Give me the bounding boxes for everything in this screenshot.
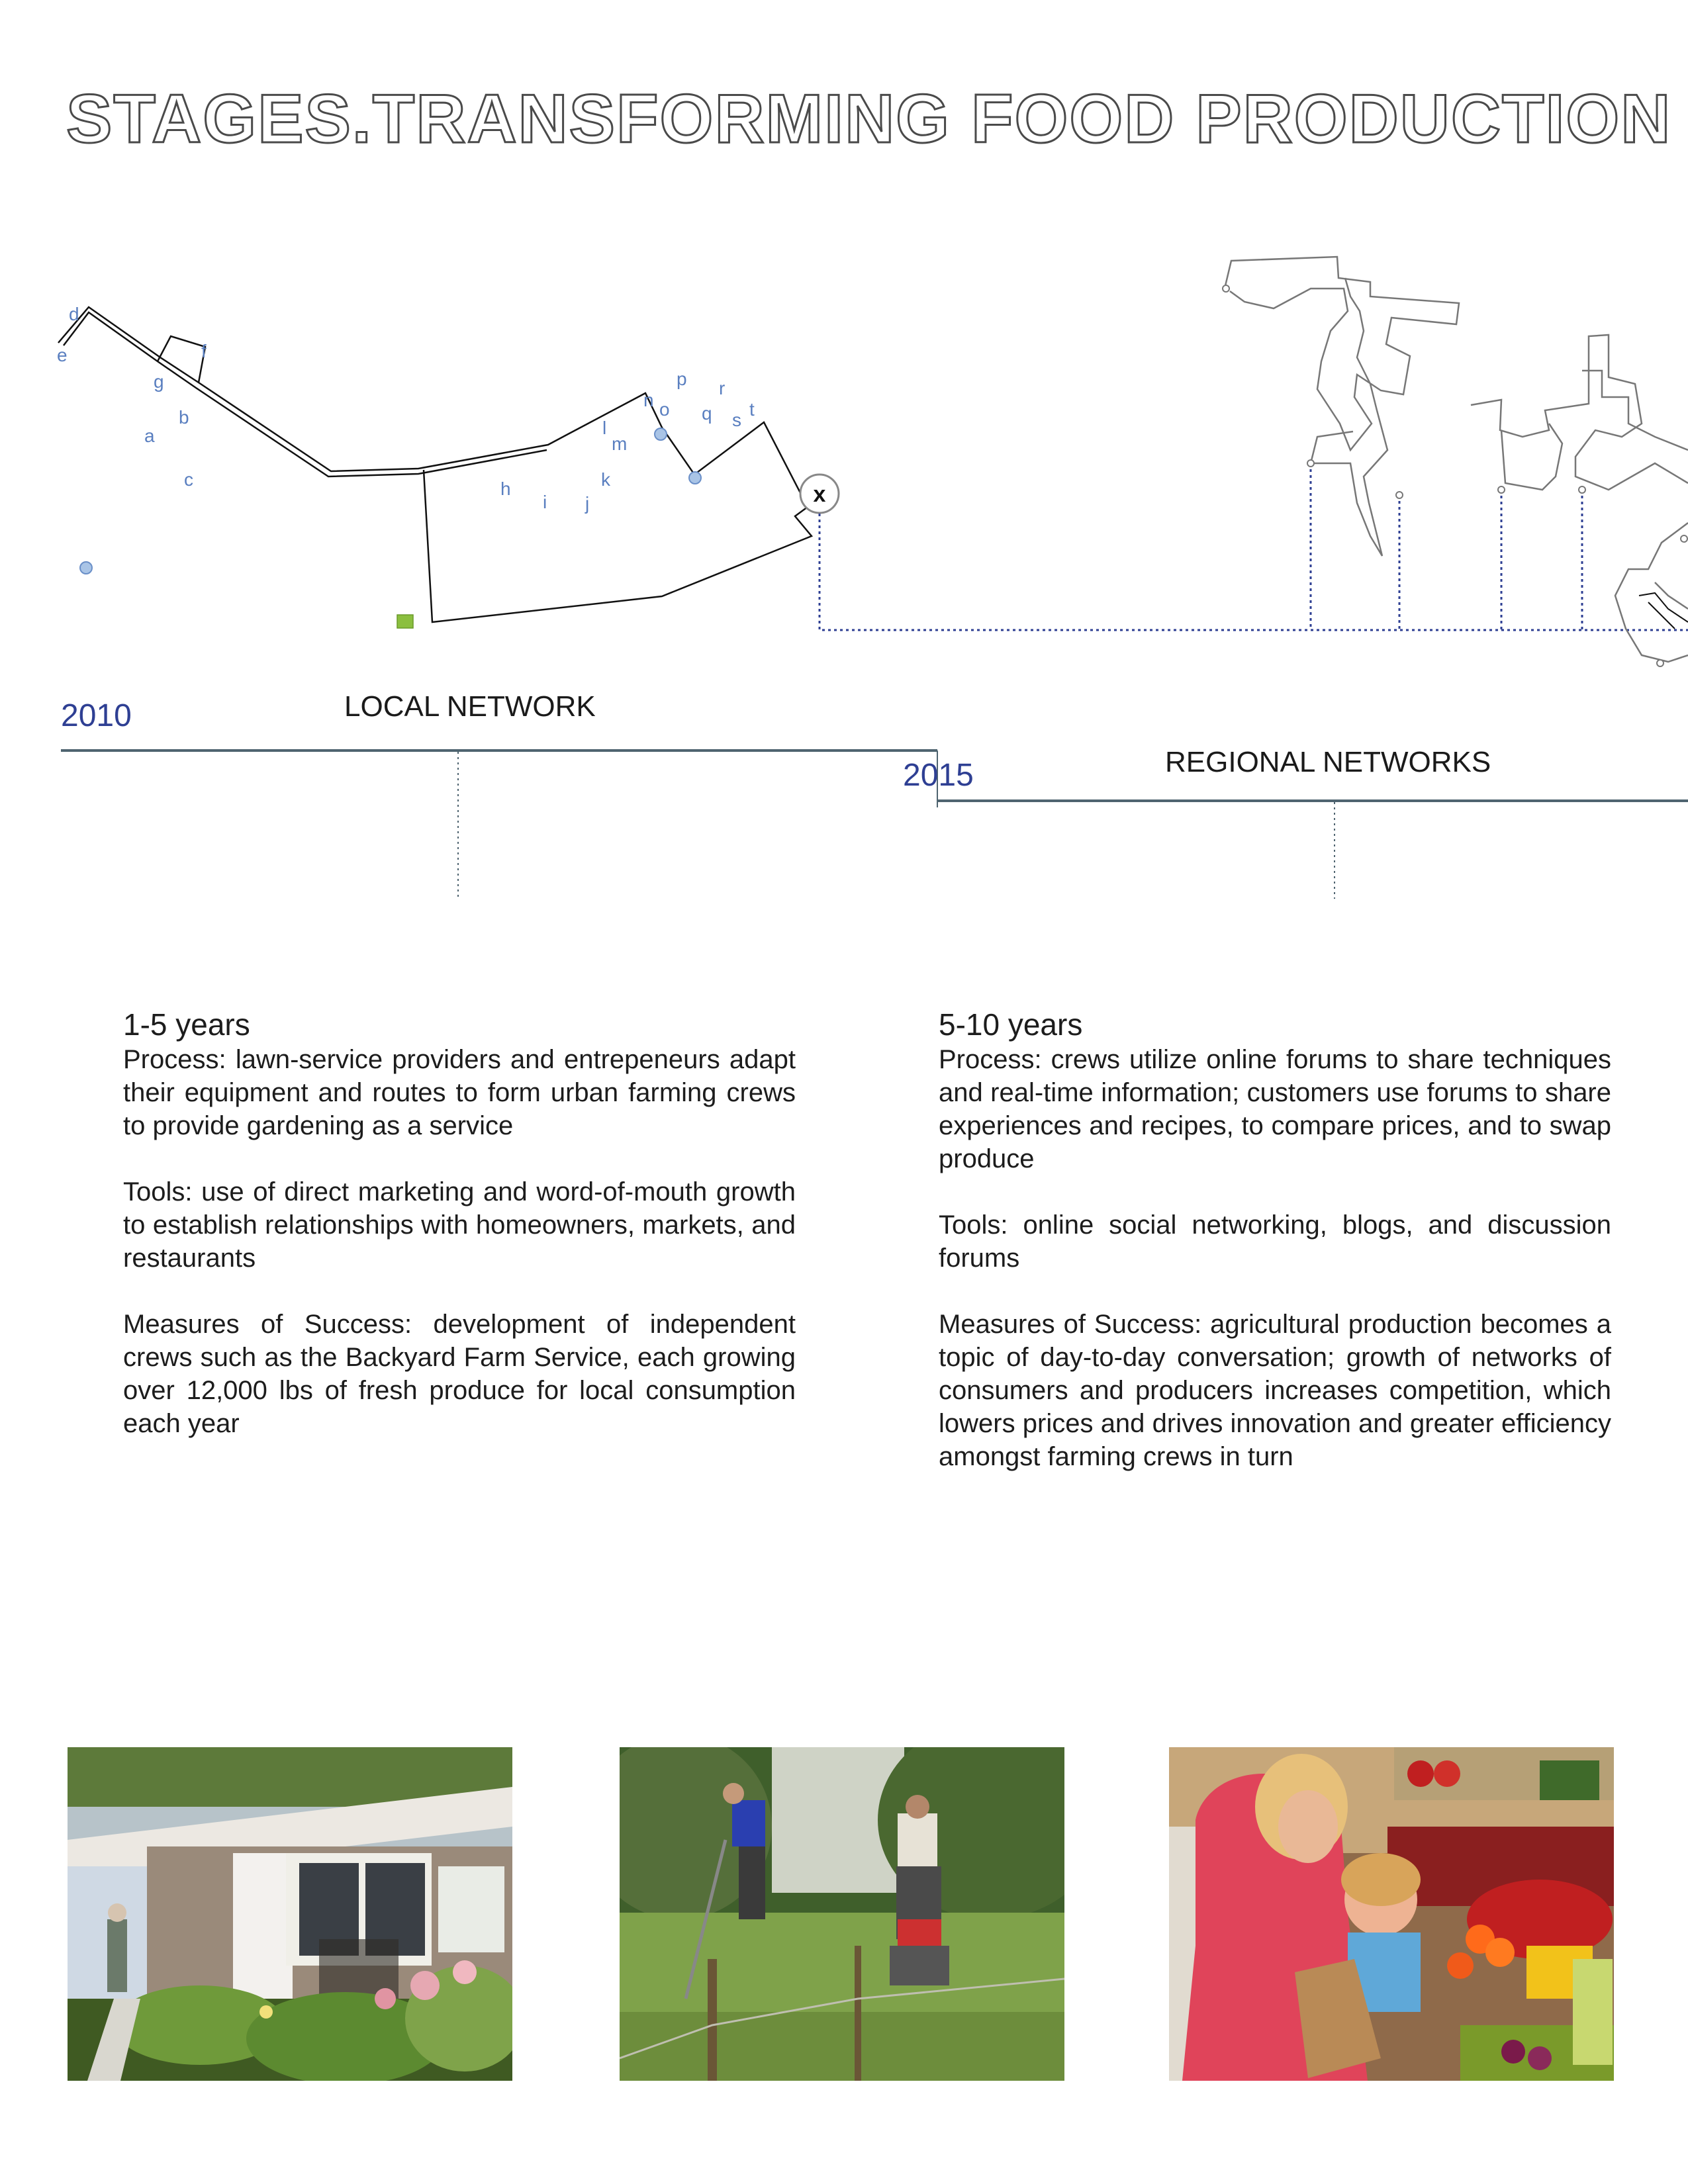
front-yard-garden-photo — [68, 1747, 512, 2081]
letter-j: j — [585, 493, 590, 514]
letter-g: g — [154, 371, 164, 392]
letter-h: h — [500, 478, 511, 499]
letter-n: n — [643, 390, 654, 410]
node — [1498, 486, 1505, 493]
node — [1681, 535, 1687, 542]
node — [655, 428, 667, 440]
local-network-route — [58, 307, 812, 622]
timeline-year-2015: 2015 — [903, 758, 974, 793]
timeline-label-regional-networks: REGIONAL NETWORKS — [1165, 746, 1491, 778]
letter-c: c — [184, 469, 193, 490]
letter-o: o — [659, 399, 670, 420]
route-endpoint — [800, 475, 839, 513]
stage2-measures: Measures of Success: agricultural production becomes a topic of day-to-day conversation; growth of networks of consumers and producers increases competition, which lowers prices and drives innovation and greater efficiency amongst farming crews in turn — [939, 1310, 1611, 1471]
regional-network-routes — [1225, 257, 1688, 662]
node — [80, 562, 92, 574]
stage2-process: Process: crews utilize online forums to share techniques and real-time information; customers use forums to share experiences and recipes, to compare prices, and to swap produce — [939, 1045, 1611, 1173]
stage1-measures: Measures of Success: development of independent crews such as the Backyard Farm Service, each growing over 12,000 lbs of fresh produce for local consumption each year — [123, 1310, 796, 1438]
letter-b: b — [179, 407, 189, 428]
letter-k: k — [601, 469, 610, 490]
letter-e: e — [57, 345, 68, 365]
letter-a: a — [144, 426, 155, 446]
letter-m: m — [612, 433, 628, 454]
timeline-year-2010: 2010 — [61, 698, 132, 733]
lawn-mowing-crew-photo — [620, 1747, 1064, 2081]
node-letters — [57, 304, 755, 514]
regional-connector — [820, 463, 1688, 630]
letter-d: d — [69, 304, 79, 324]
regional-network-nodes — [1223, 285, 1687, 666]
node — [1579, 486, 1585, 493]
stage1-heading: 1-5 years — [123, 1007, 250, 1042]
network-diagram — [0, 0, 1688, 927]
stage1-tools: Tools: use of direct marketing and word-of-mouth growth to establish relationships with homeowners, markets, and restaurants — [123, 1177, 796, 1273]
letter-f: f — [201, 341, 207, 361]
node — [1307, 460, 1314, 467]
page-title: STAGES.TRANSFORMING FOOD PRODUCTION — [66, 81, 1672, 158]
network-nodes — [80, 428, 701, 574]
regional-detail-black — [1639, 593, 1688, 629]
stage2-column — [939, 1006, 1611, 1473]
letter-s: s — [732, 410, 741, 430]
farmers-market-photo — [1169, 1747, 1614, 2081]
node — [1396, 492, 1403, 498]
node — [689, 472, 701, 484]
letter-q: q — [702, 403, 712, 424]
letter-t: t — [749, 399, 755, 420]
stage2-heading: 5-10 years — [939, 1007, 1083, 1042]
stage2-tools: Tools: online social networking, blogs, and discussion forums — [939, 1210, 1611, 1273]
stage1-process: Process: lawn-service providers and entrepeneurs adapt their equipment and routes to form urban farming crews to provide gardening as a service — [123, 1045, 796, 1140]
timeline-label-local-network: LOCAL NETWORK — [344, 690, 596, 723]
letter-p: p — [677, 369, 687, 389]
green-origin-square — [397, 615, 413, 628]
node — [1657, 660, 1664, 666]
letter-r: r — [719, 378, 726, 398]
letter-l: l — [602, 418, 607, 438]
letter-i: i — [543, 492, 547, 512]
stage1-column — [123, 1006, 796, 1440]
node — [1223, 285, 1229, 292]
endpoint-label: x — [813, 482, 826, 507]
